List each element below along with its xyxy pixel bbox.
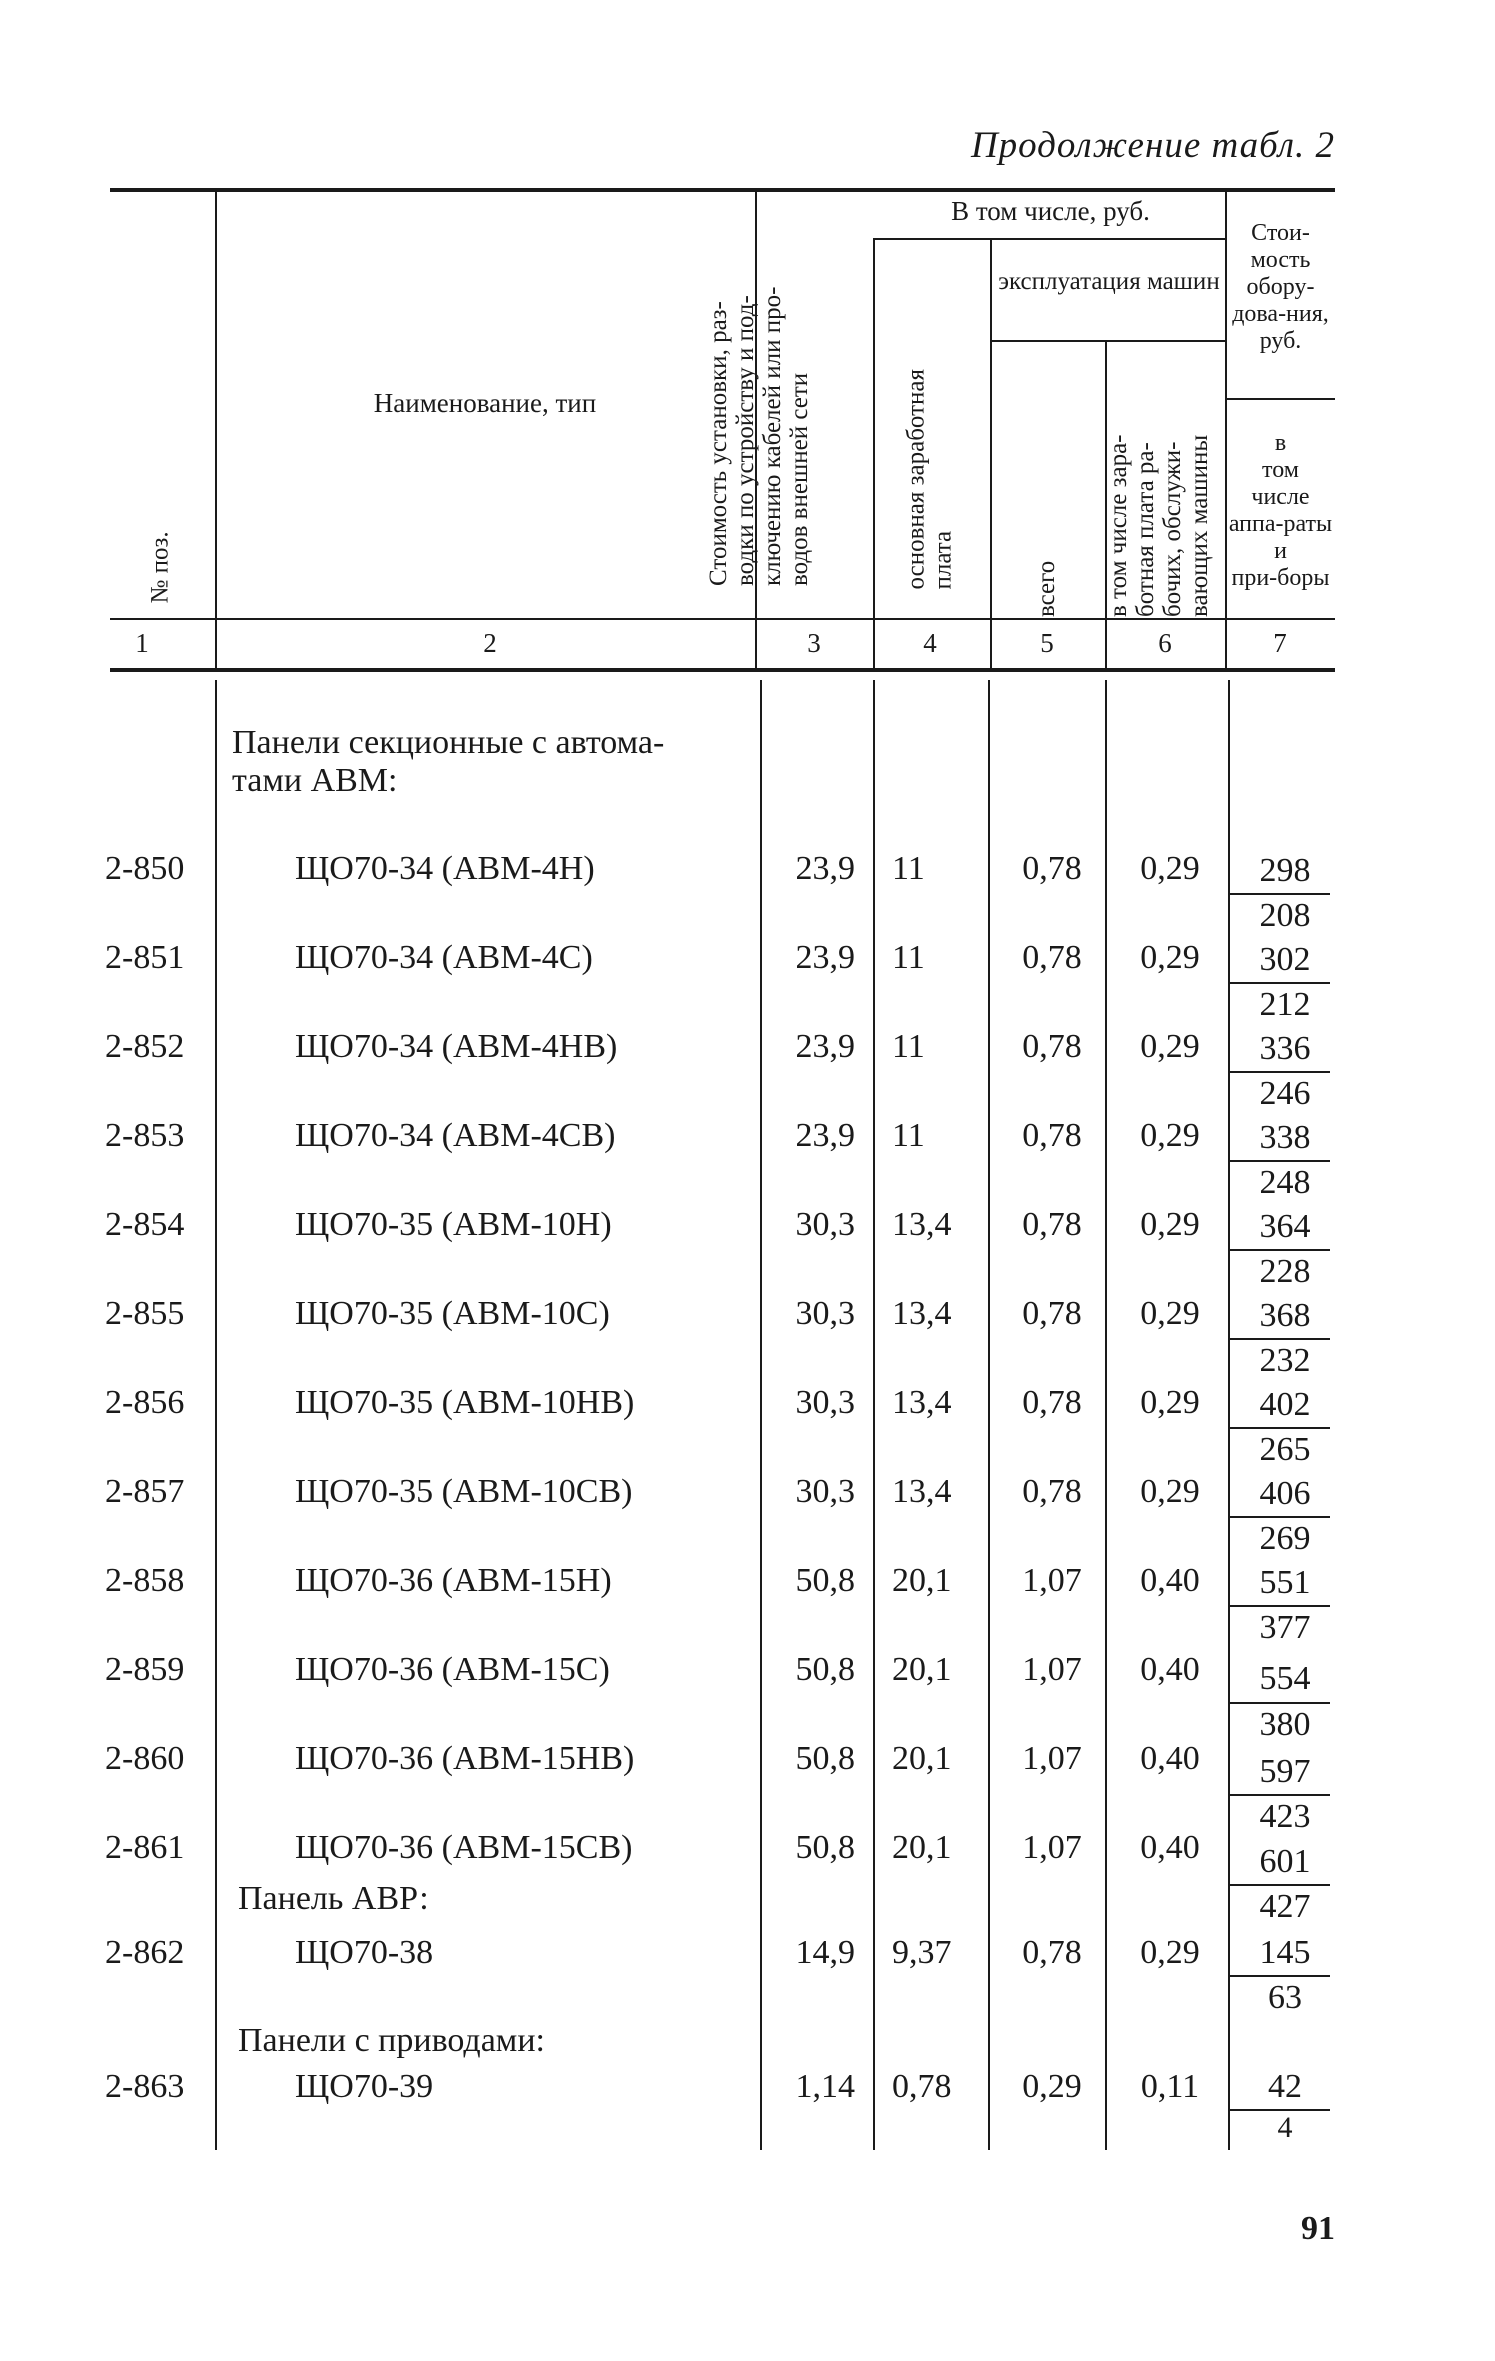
row-install: 23,9 (795, 1117, 855, 1154)
row-name: ЩО70-34 (АВМ-4Н) (295, 850, 595, 887)
header-double-rule (110, 668, 1335, 672)
page-number: 91 (1301, 2210, 1335, 2247)
row-pos: 2-862 (105, 1934, 185, 1971)
row-salary: 0,78 (892, 2068, 952, 2105)
row-name: ЩО70-34 (АВМ-4СВ) (295, 1117, 616, 1154)
group-label (238, 2022, 545, 2060)
row-apparatus: 269 (1259, 1520, 1311, 1557)
continuation-title: Продолжение табл. 2 (970, 125, 1335, 166)
row-install: 50,8 (795, 1651, 855, 1688)
fraction-line (1230, 1975, 1330, 1977)
body-divider-6 (1228, 680, 1230, 2150)
row-pos: 2-857 (105, 1473, 185, 1510)
row-exploit-total: 1,07 (1022, 1562, 1082, 1599)
row-exploit-wage: 0,29 (1140, 1028, 1200, 1065)
header-equipment: Стои-мость обору-дова-ния, руб. (1232, 220, 1329, 354)
row-install: 50,8 (795, 1829, 855, 1866)
row-salary: 13,4 (892, 1206, 952, 1243)
row-equipment: 336 (1259, 1030, 1311, 1067)
row-pos: 2-855 (105, 1295, 185, 1332)
row-equipment: 551 (1259, 1564, 1311, 1601)
row-exploit-wage: 0,11 (1140, 2068, 1200, 2105)
fraction-line (1230, 1249, 1330, 1251)
row-salary: 13,4 (892, 1473, 952, 1510)
row-pos: 2-861 (105, 1829, 185, 1866)
col-num-2: 2 (483, 628, 497, 658)
row-exploit-wage: 0,40 (1140, 1562, 1200, 1599)
row-equipment: 406 (1259, 1475, 1311, 1512)
col-divider-1 (215, 192, 217, 670)
row-pos: 2-852 (105, 1028, 185, 1065)
col-num-6: 6 (1158, 628, 1172, 658)
incl-rule (873, 238, 1225, 240)
row-exploit-total: 1,07 (1022, 1651, 1082, 1688)
row-name: ЩО70-36 (АВМ-15СВ) (295, 1829, 633, 1866)
row-install: 50,8 (795, 1740, 855, 1777)
row-exploit-total: 0,78 (1022, 1384, 1082, 1421)
row-install: 1,14 (795, 2068, 855, 2105)
row-name: ЩО70-35 (АВМ-10НВ) (295, 1384, 635, 1421)
row-pos: 2-858 (105, 1562, 185, 1599)
row-apparatus: 228 (1259, 1253, 1311, 1290)
row-salary: 13,4 (892, 1384, 952, 1421)
row-salary: 20,1 (892, 1562, 952, 1599)
row-exploit-total: 0,78 (1022, 1206, 1082, 1243)
header-incl-wage: в том числе зара- ботная плата ра- бочих, обслужи- вающих машины (1105, 434, 1213, 617)
row-salary: 11 (892, 850, 925, 887)
row-exploit-wage: 0,29 (1140, 1206, 1200, 1243)
col-num-5: 5 (1040, 628, 1054, 658)
row-pos: 2-851 (105, 939, 185, 976)
fraction-line (1230, 893, 1330, 895)
row-equipment: 302 (1259, 941, 1311, 978)
row-exploit-wage: 0,29 (1140, 1934, 1200, 1971)
row-equipment: 368 (1259, 1297, 1311, 1334)
row-exploit-wage: 0,29 (1140, 1384, 1200, 1421)
row-apparatus: 208 (1259, 897, 1311, 934)
fraction-line (1230, 1884, 1330, 1886)
row-salary: 11 (892, 1117, 925, 1154)
row-apparatus: 248 (1259, 1164, 1311, 1201)
row-install: 30,3 (795, 1384, 855, 1421)
row-exploit-total: 0,78 (1022, 1117, 1082, 1154)
row-exploit-total: 0,78 (1022, 850, 1082, 887)
row-pos: 2-854 (105, 1206, 185, 1243)
row-apparatus: 380 (1259, 1706, 1311, 1743)
row-pos: 2-850 (105, 850, 185, 887)
row-apparatus: 265 (1259, 1431, 1311, 1468)
row-apparatus: 63 (1268, 1979, 1302, 2016)
row-install: 30,3 (795, 1473, 855, 1510)
header-apparatus: в том числе аппа-раты и при-боры (1228, 430, 1333, 591)
equipment-rule (1225, 398, 1335, 400)
row-exploit-wage: 0,40 (1140, 1651, 1200, 1688)
group-label-line: Панели с приводами: (238, 2022, 545, 2059)
row-exploit-total: 0,78 (1022, 1473, 1082, 1510)
row-exploit-total: 0,78 (1022, 1028, 1082, 1065)
row-name: ЩО70-36 (АВМ-15С) (295, 1651, 610, 1688)
body-divider-4 (988, 680, 990, 2150)
row-install: 23,9 (795, 850, 855, 887)
header-bottom-rule (110, 618, 1335, 620)
row-name: ЩО70-34 (АВМ-4НВ) (295, 1028, 618, 1065)
row-install: 50,8 (795, 1562, 855, 1599)
row-exploit-total: 0,78 (1022, 1295, 1082, 1332)
row-pos: 2-863 (105, 2068, 185, 2105)
fraction-line (1230, 982, 1330, 984)
row-equipment: 554 (1259, 1660, 1311, 1697)
row-apparatus: 4 (1277, 2111, 1293, 2144)
row-equipment: 601 (1259, 1843, 1311, 1880)
row-exploit-total: 0,29 (1022, 2068, 1082, 2105)
row-exploit-total: 0,78 (1022, 1934, 1082, 1971)
row-equipment: 145 (1259, 1934, 1311, 1971)
row-install: 30,3 (795, 1206, 855, 1243)
row-install: 14,9 (795, 1934, 855, 1971)
fraction-line (1230, 1071, 1330, 1073)
col-num-3: 3 (807, 628, 821, 658)
row-name: ЩО70-35 (АВМ-10Н) (295, 1206, 612, 1243)
row-install: 23,9 (795, 1028, 855, 1065)
group-label-line: тами АВМ: (232, 762, 398, 799)
row-install: 23,9 (795, 939, 855, 976)
row-name: ЩО70-35 (АВМ-10С) (295, 1295, 610, 1332)
row-pos: 2-853 (105, 1117, 185, 1154)
row-salary: 11 (892, 939, 925, 976)
row-salary: 20,1 (892, 1651, 952, 1688)
row-name: ЩО70-35 (АВМ-10СВ) (295, 1473, 633, 1510)
row-salary: 11 (892, 1028, 925, 1065)
row-exploit-wage: 0,29 (1140, 939, 1200, 976)
row-pos: 2-856 (105, 1384, 185, 1421)
row-name: ЩО70-34 (АВМ-4С) (295, 939, 593, 976)
row-apparatus: 212 (1259, 986, 1311, 1023)
row-exploit-wage: 0,40 (1140, 1829, 1200, 1866)
group-label (232, 724, 664, 800)
row-exploit-wage: 0,40 (1140, 1740, 1200, 1777)
row-salary: 20,1 (892, 1829, 952, 1866)
row-name: ЩО70-38 (295, 1934, 434, 1971)
header-install: Стоимость установки, раз- водки по устройству и под- ключению кабелей или про- водов внешней сети (705, 286, 813, 586)
fraction-line (1230, 1794, 1330, 1796)
group-label-line: Панель АВР: (238, 1880, 429, 1917)
col-num-7: 7 (1273, 628, 1287, 658)
row-salary: 20,1 (892, 1740, 952, 1777)
row-salary: 9,37 (892, 1934, 952, 1971)
row-equipment: 597 (1259, 1753, 1311, 1790)
body-divider-5 (1105, 680, 1107, 2150)
row-exploit-wage: 0,29 (1140, 1117, 1200, 1154)
group-label-line: Панели секционные с автома- (232, 724, 665, 761)
row-apparatus: 427 (1259, 1888, 1311, 1925)
row-apparatus: 232 (1259, 1342, 1311, 1379)
row-exploit-total: 0,78 (1022, 939, 1082, 976)
header-incl: В том числе, руб. (951, 196, 1150, 226)
exploit-rule (990, 340, 1225, 342)
row-salary: 13,4 (892, 1295, 952, 1332)
body-divider-3 (873, 680, 875, 2150)
row-exploit-total: 1,07 (1022, 1829, 1082, 1866)
row-pos: 2-860 (105, 1740, 185, 1777)
fraction-line (1230, 1605, 1330, 1607)
header-exploit: эксплуатация машин (998, 268, 1220, 295)
row-exploit-wage: 0,29 (1140, 1295, 1200, 1332)
fraction-line (1230, 1338, 1330, 1340)
row-name: ЩО70-36 (АВМ-15Н) (295, 1562, 612, 1599)
top-rule (110, 188, 1335, 192)
fraction-line (1230, 1516, 1330, 1518)
row-exploit-wage: 0,29 (1140, 1473, 1200, 1510)
col-divider-6 (1225, 192, 1227, 670)
row-apparatus: 377 (1259, 1609, 1311, 1646)
fraction-line (1230, 1427, 1330, 1429)
row-exploit-total: 1,07 (1022, 1740, 1082, 1777)
header-pos: № поз. (146, 531, 174, 604)
row-name: ЩО70-36 (АВМ-15НВ) (295, 1740, 635, 1777)
fraction-line (1230, 1160, 1330, 1162)
row-equipment: 364 (1259, 1208, 1311, 1245)
group-label (238, 1880, 429, 1918)
row-equipment: 402 (1259, 1386, 1311, 1423)
col-divider-4 (990, 240, 992, 670)
header-name: Наименование, тип (373, 388, 597, 418)
col-num-4: 4 (923, 628, 937, 658)
row-equipment: 338 (1259, 1119, 1311, 1156)
row-exploit-wage: 0,29 (1140, 850, 1200, 887)
header-salary: основная заработная плата (902, 369, 957, 590)
fraction-line (1230, 1702, 1330, 1704)
col-num-1: 1 (135, 628, 149, 658)
header-total: всего (1033, 560, 1060, 617)
row-equipment: 42 (1268, 2068, 1302, 2105)
row-install: 30,3 (795, 1295, 855, 1332)
row-apparatus: 423 (1259, 1798, 1311, 1835)
row-equipment: 298 (1259, 852, 1311, 889)
row-pos: 2-859 (105, 1651, 185, 1688)
row-apparatus: 246 (1259, 1075, 1311, 1112)
col-divider-3 (873, 240, 875, 670)
row-name: ЩО70-39 (295, 2068, 434, 2105)
body-divider-1 (215, 680, 217, 2150)
